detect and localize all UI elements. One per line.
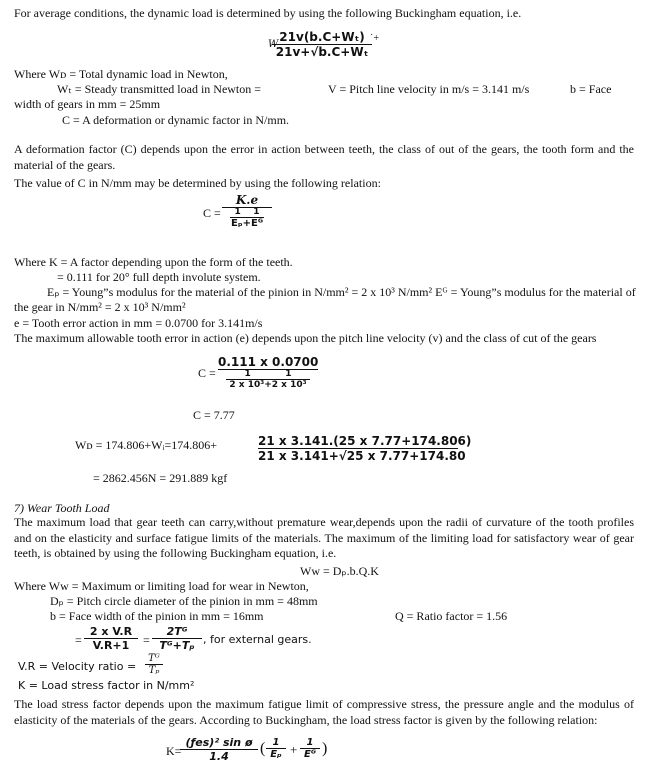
c2-den-values: 2 x 10³+2 x 10³	[226, 379, 310, 391]
eq1-denominator: 21v+√b.C+Wₜ	[275, 45, 369, 59]
k-eg-den: Eᴳ	[303, 749, 316, 760]
eq1-prefix: W	[268, 39, 279, 50]
wear-paragraph: The maximum load that gear teeth can carry,without premature wear,depends upon the radii of curvature of the tooth profiles and on the elasticity and surface fatigue limits of the materials. The maximum of the limiting load for satisfactory wear of gear teeth, is obtained by using the following Buckingham equation, i.e.	[14, 515, 634, 560]
c-numeric-fraction	[218, 355, 318, 391]
ww-definition: Where Ww = Maximum or limiting load for wear in Newton,	[14, 579, 309, 593]
eq1-numerator: 21v(b.C+Wₜ)	[279, 30, 365, 44]
factor-k-value: = 0.111 for 20° full depth involute system.	[57, 270, 261, 284]
k-close-paren: )	[322, 740, 328, 757]
c-formula-fraction	[222, 193, 272, 229]
q-num-one: 2 x V.R	[89, 625, 133, 638]
q-den-one: V.R+1	[92, 639, 130, 652]
where-wt-line: Wₜ = Steady transmitted load in Newton =	[57, 82, 262, 96]
k-ep-num: 1	[272, 737, 280, 748]
k-main-fraction	[180, 736, 258, 763]
c2-eg: 2 x 10³	[271, 380, 307, 390]
ratio-factor: Q = Ratio factor = 1.56	[395, 609, 508, 623]
q-fraction-two	[152, 625, 202, 652]
deformation-factor-text: C = A deformation or dynamic factor in N/mm.	[62, 113, 290, 127]
max-error-text: The maximum allowable tooth error in action (e) depends upon the pitch line velocity (v) and the class of cut of the gears	[14, 331, 597, 345]
section-heading: 7) Wear Tooth Load	[14, 501, 110, 515]
c-ep: Eₚ	[230, 218, 243, 229]
k-numerator: (ƒes)² sin ø	[185, 736, 253, 749]
c2-den-ones	[218, 370, 318, 379]
k-plus: +	[290, 742, 298, 757]
tooth-error-text: e = Tooth error action in mm = 0.0700 for 3.141m/s	[14, 316, 263, 330]
k-open-paren: (	[260, 740, 266, 757]
intro-text: For average conditions, the dynamic load is determined by using the following Buckingham equation, i.e.	[14, 6, 522, 20]
vr-den: Tₚ	[148, 665, 160, 676]
velocity-ratio-lhs: V.R = Velocity ratio =	[18, 660, 137, 673]
pitch-velocity-text: V = Pitch line velocity in m/s = 3.141 m/s	[328, 82, 530, 96]
c-denominator	[222, 208, 272, 217]
c-numerator: K.e	[235, 193, 259, 207]
wear-load-equation: Wᴡ = Dₚ.b.Q.K	[300, 564, 379, 578]
q-tail: , for external gears.	[203, 633, 312, 646]
velocity-ratio-fraction	[145, 653, 163, 676]
k-eg-fraction	[300, 737, 320, 760]
where-wd-line: Where Wᴅ = Total dynamic load in Newton,	[14, 67, 228, 81]
c-eg: Eᴳ	[251, 218, 264, 229]
wd-result: = 2862.456N = 291.889 kgf	[93, 471, 228, 485]
k-denominator: 1.4	[209, 750, 229, 763]
wd-lhs: Wᴅ = 174.806+Wᵢ=174.806+	[75, 438, 217, 452]
q-fraction-one	[84, 625, 138, 652]
k-ep-den: Eₚ	[270, 749, 282, 760]
q-num-two: 2Tᴳ	[166, 625, 188, 638]
face-text: b = Face	[570, 82, 612, 96]
c2-ep: 2 x 10³	[229, 380, 265, 390]
youngs-modulus-pinion: Eₚ = Young”s modulus for the material of the pinion in N/mm² = 2 x 10³ N/mm² Eᴳ = Young”s modulus for the material of	[47, 285, 636, 299]
eq-c2-lhs: C =	[198, 366, 216, 380]
c2-one-a: 1	[244, 369, 251, 379]
deformation-paragraph: A deformation factor (C) depends upon the error in action between teeth, the class of out of the gears, the tooth form and the material of the gears.	[14, 142, 634, 172]
c2-one-b: 1	[285, 369, 292, 379]
eq1-suffix: ˙+	[370, 33, 379, 44]
face-width-text: width of gears in mm = 25mm	[14, 97, 161, 111]
c-den-moduli: Eₚ+Eᴳ	[230, 218, 264, 229]
dp-definition: Dₚ = Pitch circle diameter of the pinion in mm = 48mm	[50, 594, 318, 608]
c-den-one-b: 1	[253, 207, 260, 217]
q-den-two: Tᴳ+Tₚ	[159, 639, 195, 652]
wd-numerator: 21 x 3.141.(25 x 7.77+174.806)	[258, 434, 472, 448]
wd-fraction	[258, 434, 472, 463]
factor-k-text: Where K = A factor depending upon the form of the teeth.	[14, 255, 293, 269]
k-eg-num: 1	[306, 737, 314, 748]
face-width-pinion: b = Face width of the pinion in mm = 16mm	[50, 609, 264, 623]
c-den-one-a: 1	[234, 207, 241, 217]
c2-numerator: 0.111 x 0.0700	[218, 355, 319, 369]
eq-q-equals-2: =	[143, 633, 150, 647]
k-ep-fraction	[266, 737, 286, 760]
value-c-text: The value of C in N/mm may be determined by using the following relation:	[14, 176, 381, 190]
c-result: C = 7.77	[193, 408, 235, 422]
vr-num: Tᴳ	[148, 653, 160, 664]
wd-denominator: 21 x 3.141+√25 x 7.77+174.80	[258, 449, 466, 463]
youngs-modulus-gear: the gear in N/mm² = 2 x 10³ N/mm²	[14, 300, 186, 314]
eq-q-equals: =	[75, 633, 82, 647]
dynamic-load-fraction	[272, 30, 372, 59]
load-stress-paragraph: The load stress factor depends upon the maximum fatigue limit of compressive stress, the pressure angle and the modulus of elasticity of the materials of the gears. According to Buckingham, the load stress factor is given by the following relation:	[14, 697, 634, 727]
load-stress-factor-def: K = Load stress factor in N/mm²	[18, 679, 195, 692]
eq-c-lhs: C =	[203, 206, 221, 220]
eq-k-lhs: K=	[166, 744, 182, 758]
